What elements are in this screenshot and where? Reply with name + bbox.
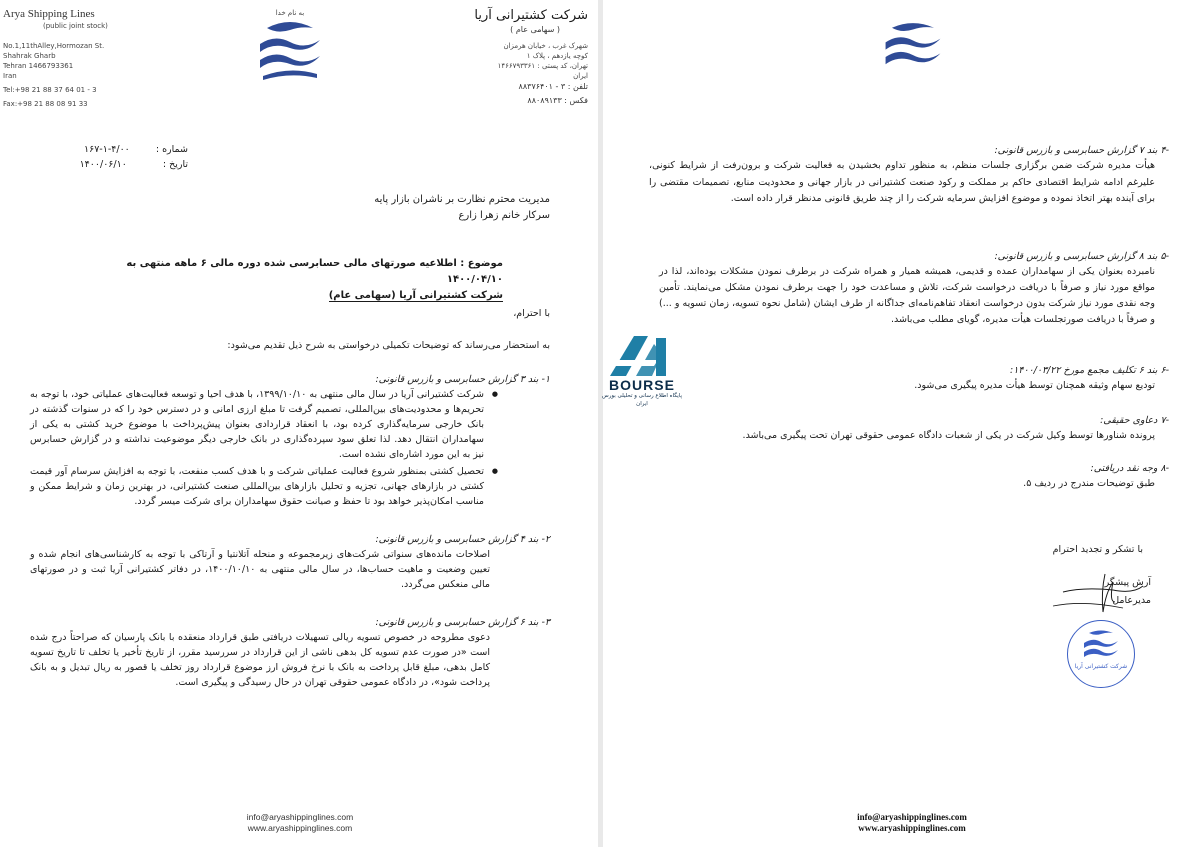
company-type-fa: ( سهامی عام ): [510, 25, 560, 34]
subject-company-text: شرکت کشتیرانی آریا (سهامی عام): [328, 290, 503, 301]
section-2-heading: [10, 533, 550, 547]
letter-number-row: [68, 142, 188, 157]
page-1-footer: [200, 812, 400, 834]
subject-line: موضوع : اطلاعیه صورتهای مالی حسابرسی شده دوره مالی ۶ ماهه منتهی به ۱۴۰۰/۰۴/۱۰: [126, 258, 503, 285]
wave-logo-icon: [881, 20, 945, 72]
address-line-fa: تهران، کد پستی : ۱۴۶۶۷۹۳۳۶۱: [497, 62, 588, 70]
section-7-heading: [609, 414, 1169, 428]
section-5-heading: [609, 250, 1169, 264]
section-2-body: اصلاحات مانده‌های سنواتی شرکت‌های زیرمجموعه و منحله آتلانتیا و آرتاکی با توجه به کارشناسی‌های انجام شده و تعیین وضعیت و ماهیت حساب‌ها، در سال مالی منتهی به ۱۴۰۰/۱۰/۱۰، در دفاتر کشتیرانی آریا ثبت و در صورتهای مالی منعکس می‌گردد.: [30, 549, 491, 590]
address-line: No.1,11thAlley,Hormozan St.: [3, 42, 105, 50]
section-7-body: پرونده شناورها توسط وکیل شرکت در یکی از شعبات دادگاه عمومی حقوقی تهران تحت پیگیری می‌باشد.: [742, 430, 1155, 441]
stamp-text: شرکت کشتیرانی آریا: [1074, 663, 1128, 670]
section-3-heading: [10, 616, 550, 630]
section-7-number: -۷: [1160, 415, 1169, 426]
section-4: [609, 144, 1169, 208]
company-name-en: Arya Shipping Lines: [3, 8, 95, 20]
recipient-block: [250, 192, 550, 224]
section-2: [10, 533, 550, 592]
company-name-fa: شرکت کشتیرانی آریا: [474, 8, 588, 23]
address-line-fa: شهرک غرب ، خیابان هرمزان: [503, 42, 588, 50]
letter-date-value: ۱۴۰۰/۰۶/۱۰: [79, 159, 127, 170]
intro-paragraph: به استحضار می‌رساند که توضیحات تکمیلی درخواستی به شرح ذیل تقدیم می‌شود:: [227, 340, 550, 351]
fax-fa: فکس : ۸۸۰۸۹۱۳۳: [527, 96, 588, 105]
bourse-caption: پایگاه اطلاع رسانی و تحلیلی بورس ایران: [602, 393, 682, 407]
company-type-en: (public joint stock): [43, 22, 108, 30]
section-3-body: دعوی مطروحه در خصوص تسویه ریالی تسهیلات دریافتی طبق قرارداد منعقده با بانک پارسیان که صراحتاً درج شده است «در صورت عدم تسویه کل بدهی ناشی از این قرارداد در سررسید مقرر، از تاریخ تأخیر یا تخلف تا تاریخ تسویه کامل بدهی، مبلغ قابل پرداخت به بانک با نرخ فروش ارز موضوع قرارداد روز تخلف یا قصور به ریال تبدیل و به بانک پرداخت شود»، در دادگاه عمومی حقوقی تهران در حال رسیدگی و پیگیری است.: [30, 632, 490, 688]
letterhead-logo: [255, 8, 325, 80]
company-header-fa: [438, 8, 588, 106]
closing-line: با تشکر و تجدید احترام: [1052, 544, 1143, 555]
signer-name: آرش پیشگر: [1104, 577, 1151, 588]
section-5-title: بند ۸ گزارش حسابرسی و بازرس قانونی:: [994, 251, 1158, 262]
letter-page-1: [0, 0, 598, 847]
section-1-number: ۱-: [541, 374, 550, 385]
footer-email: info@aryashippinglines.com: [246, 812, 354, 822]
basmala: به نام خدا: [275, 9, 305, 17]
letter-number-value: ۴/۰۰-۱-۱۶۷: [83, 144, 130, 155]
section-1: [10, 373, 550, 509]
section-1-title: بند ۳ گزارش حسابرسی و بازرس قانونی:: [375, 374, 539, 385]
section-8-body: طبق توضیحات مندرج در ردیف ۵.: [1023, 478, 1155, 489]
letter-date-label: تاریخ :: [162, 159, 188, 170]
address-line-fa: ایران: [573, 72, 588, 80]
section-8-title: وجه نقد دریافتی:: [1090, 463, 1158, 474]
greeting: با احترام،: [513, 308, 550, 319]
bourse-watermark: [596, 330, 688, 407]
section-2-number: ۲-: [541, 534, 550, 545]
recipient-office: مدیریت محترم نظارت بر ناشران بازار پایه: [374, 194, 550, 205]
section-5-number: -۵: [1160, 251, 1169, 262]
fax-en: Fax:+98 21 88 08 91 33: [3, 100, 88, 108]
section-1-bullet-1: ● شرکت کشتیرانی آریا در سال مالی منتهی به ۱۳۹۹/۱۰/۱۰، با هدف احیا و توسعه فعالیت‌های عملیاتی خود، با توجه به تحریم‌ها و محدودیت‌های بین‌المللی، تصمیم گرفت تا مبلغ ارزی امانی و در دسترس خود را که در سنوات گذشته در بانک خارجی سرمایه‌گذاری کرده بود، با انعقاد قراردادی بعنوان پیش‌پرداخت با موضوع خرید کشتی به یکی از سهامداران انتقال دهد. لذا تعلق سود سپرده‌گذاری در بانک خارجی دیگر موضوعیت نداشته و در گزارش حسابرس نیز به این مورد اشاره‌ای نشده است.: [30, 387, 484, 462]
section-8-number: -۸: [1160, 463, 1169, 474]
section-8-heading: [609, 462, 1169, 476]
address-line: Tehran 1466793361: [3, 62, 74, 70]
section-3-number: ۳-: [541, 617, 550, 628]
bourse-title: BOURSE: [609, 377, 675, 393]
address-line-fa: کوچه یازدهم ، پلاک ۱: [526, 52, 588, 60]
section-6-number: -۶: [1160, 365, 1169, 376]
section-1-heading: [10, 373, 550, 387]
section-3-title: بند ۶ گزارش حسابرسی و بازرس قانونی:: [375, 617, 539, 628]
recipient-person: سرکار خانم زهرا زارع: [458, 210, 550, 221]
footer-website: www.aryashippinglines.com: [247, 823, 353, 833]
section-5-body: نامبرده بعنوان یکی از سهامداران عمده و قدیمی، همیشه همیار و همراه شرکت در برطرف نمودن مشکلات بوده‌اند، لذا در مواقع مورد نیاز و صرفاً با دریافت درخواست شرکت، تلاش و مساعدت خود را جهت برطرف نمودن مشکل می‌نمایند. تأمین وجه نقدی مورد نیاز شرکت بدون درخواست انعقاد تفاهم‌نامه‌ای جداگانه از طرف ایشان (شامل نحوه تسویه، زمان تسویه و ...) و صرفاً با دریافت صورتجلسات هیأت مدیره، گویای مطلب می‌باشد.: [659, 266, 1155, 325]
section-3: [10, 616, 550, 690]
section-5: [609, 250, 1169, 328]
company-header-en: [3, 8, 153, 109]
address-line: Iran: [3, 72, 17, 80]
bourse-logo-icon: [596, 330, 688, 378]
section-4-body: هیأت مدیره شرکت ضمن برگزاری جلسات منظم، به منظور تداوم بخشیدن به فعالیت شرکت و برون‌رفت از شرایط کنونی، علیرغم ادامه شرایط اقتصادی حاکم بر مملکت و رکود صنعت کشتیرانی در بازار جهانی و محدودیت منابع، تصمیمات مقتضی را برای آینده بهتر اتخاذ نموده و موضوع افزایش سرمایه شرکت را از چند طریق قانونی مدنظر قرار داده است.: [649, 160, 1155, 204]
subject-block: [83, 256, 503, 304]
phone-fa: تلفن : ۳ - ۸۸۳۷۶۴۰۱: [518, 82, 588, 91]
section-6-body: توديع سهام وثيقه همچنان توسط هيأت مديره پيگيرى مى‌شود.: [914, 380, 1155, 391]
footer-email: info@aryashippinglines.com: [857, 812, 967, 822]
section-6-title: بند ۶ تکلیف مجمع مورخ ۱۴۰۰/۰۳/۲۲:: [1010, 365, 1158, 376]
section-7: [609, 414, 1169, 443]
section-4-heading: [609, 144, 1169, 158]
stamp-wave-icon: [1081, 629, 1121, 659]
address-line: Shahrak Gharb: [3, 52, 56, 60]
section-4-number: -۴: [1160, 145, 1169, 156]
section-8: [609, 462, 1169, 491]
signature-block: [1043, 572, 1153, 702]
footer-website: www.aryashippinglines.com: [858, 823, 966, 833]
signer-title: مدیرعامل: [1112, 595, 1151, 606]
section-4-title: بند ۷ گزارش حسابرسی و بازرس قانونی:: [994, 145, 1158, 156]
company-stamp: [1067, 620, 1135, 688]
letter-number-label: شماره :: [155, 144, 188, 155]
wave-logo-icon: [255, 18, 325, 80]
letter-meta: [68, 142, 188, 172]
letter-page-2: [603, 0, 1201, 847]
section-2-title: بند ۴ گزارش حسابرسی و بازرس قانونی:: [375, 534, 539, 545]
section-6-heading: [609, 364, 1169, 378]
section-6: [609, 364, 1169, 393]
phone-en: Tel:+98 21 88 37 64 01 - 3: [3, 86, 97, 94]
section-1-bullet-2: ● تحصیل کشتی بمنظور شروع فعالیت عملیاتی شرکت و با هدف کسب منفعت، با توجه به افزایش سرسام آور قیمت کشتی در بازارهای جهانی، تجزیه و تحلیل بازارهای بین‌المللی صنعت کشتیرانی، در بهترین زمان و شرایط ممکن و مناسب امکان‌پذیر خواهد بود تا حفظ و صیانت حقوق سهامداران برای شرکت میسر گردد.: [30, 464, 484, 509]
page-2-footer: [817, 812, 1007, 834]
letter-date-row: [68, 157, 188, 172]
subject-company: [83, 288, 503, 304]
section-7-title: دعاوی حقیقی:: [1100, 415, 1158, 426]
